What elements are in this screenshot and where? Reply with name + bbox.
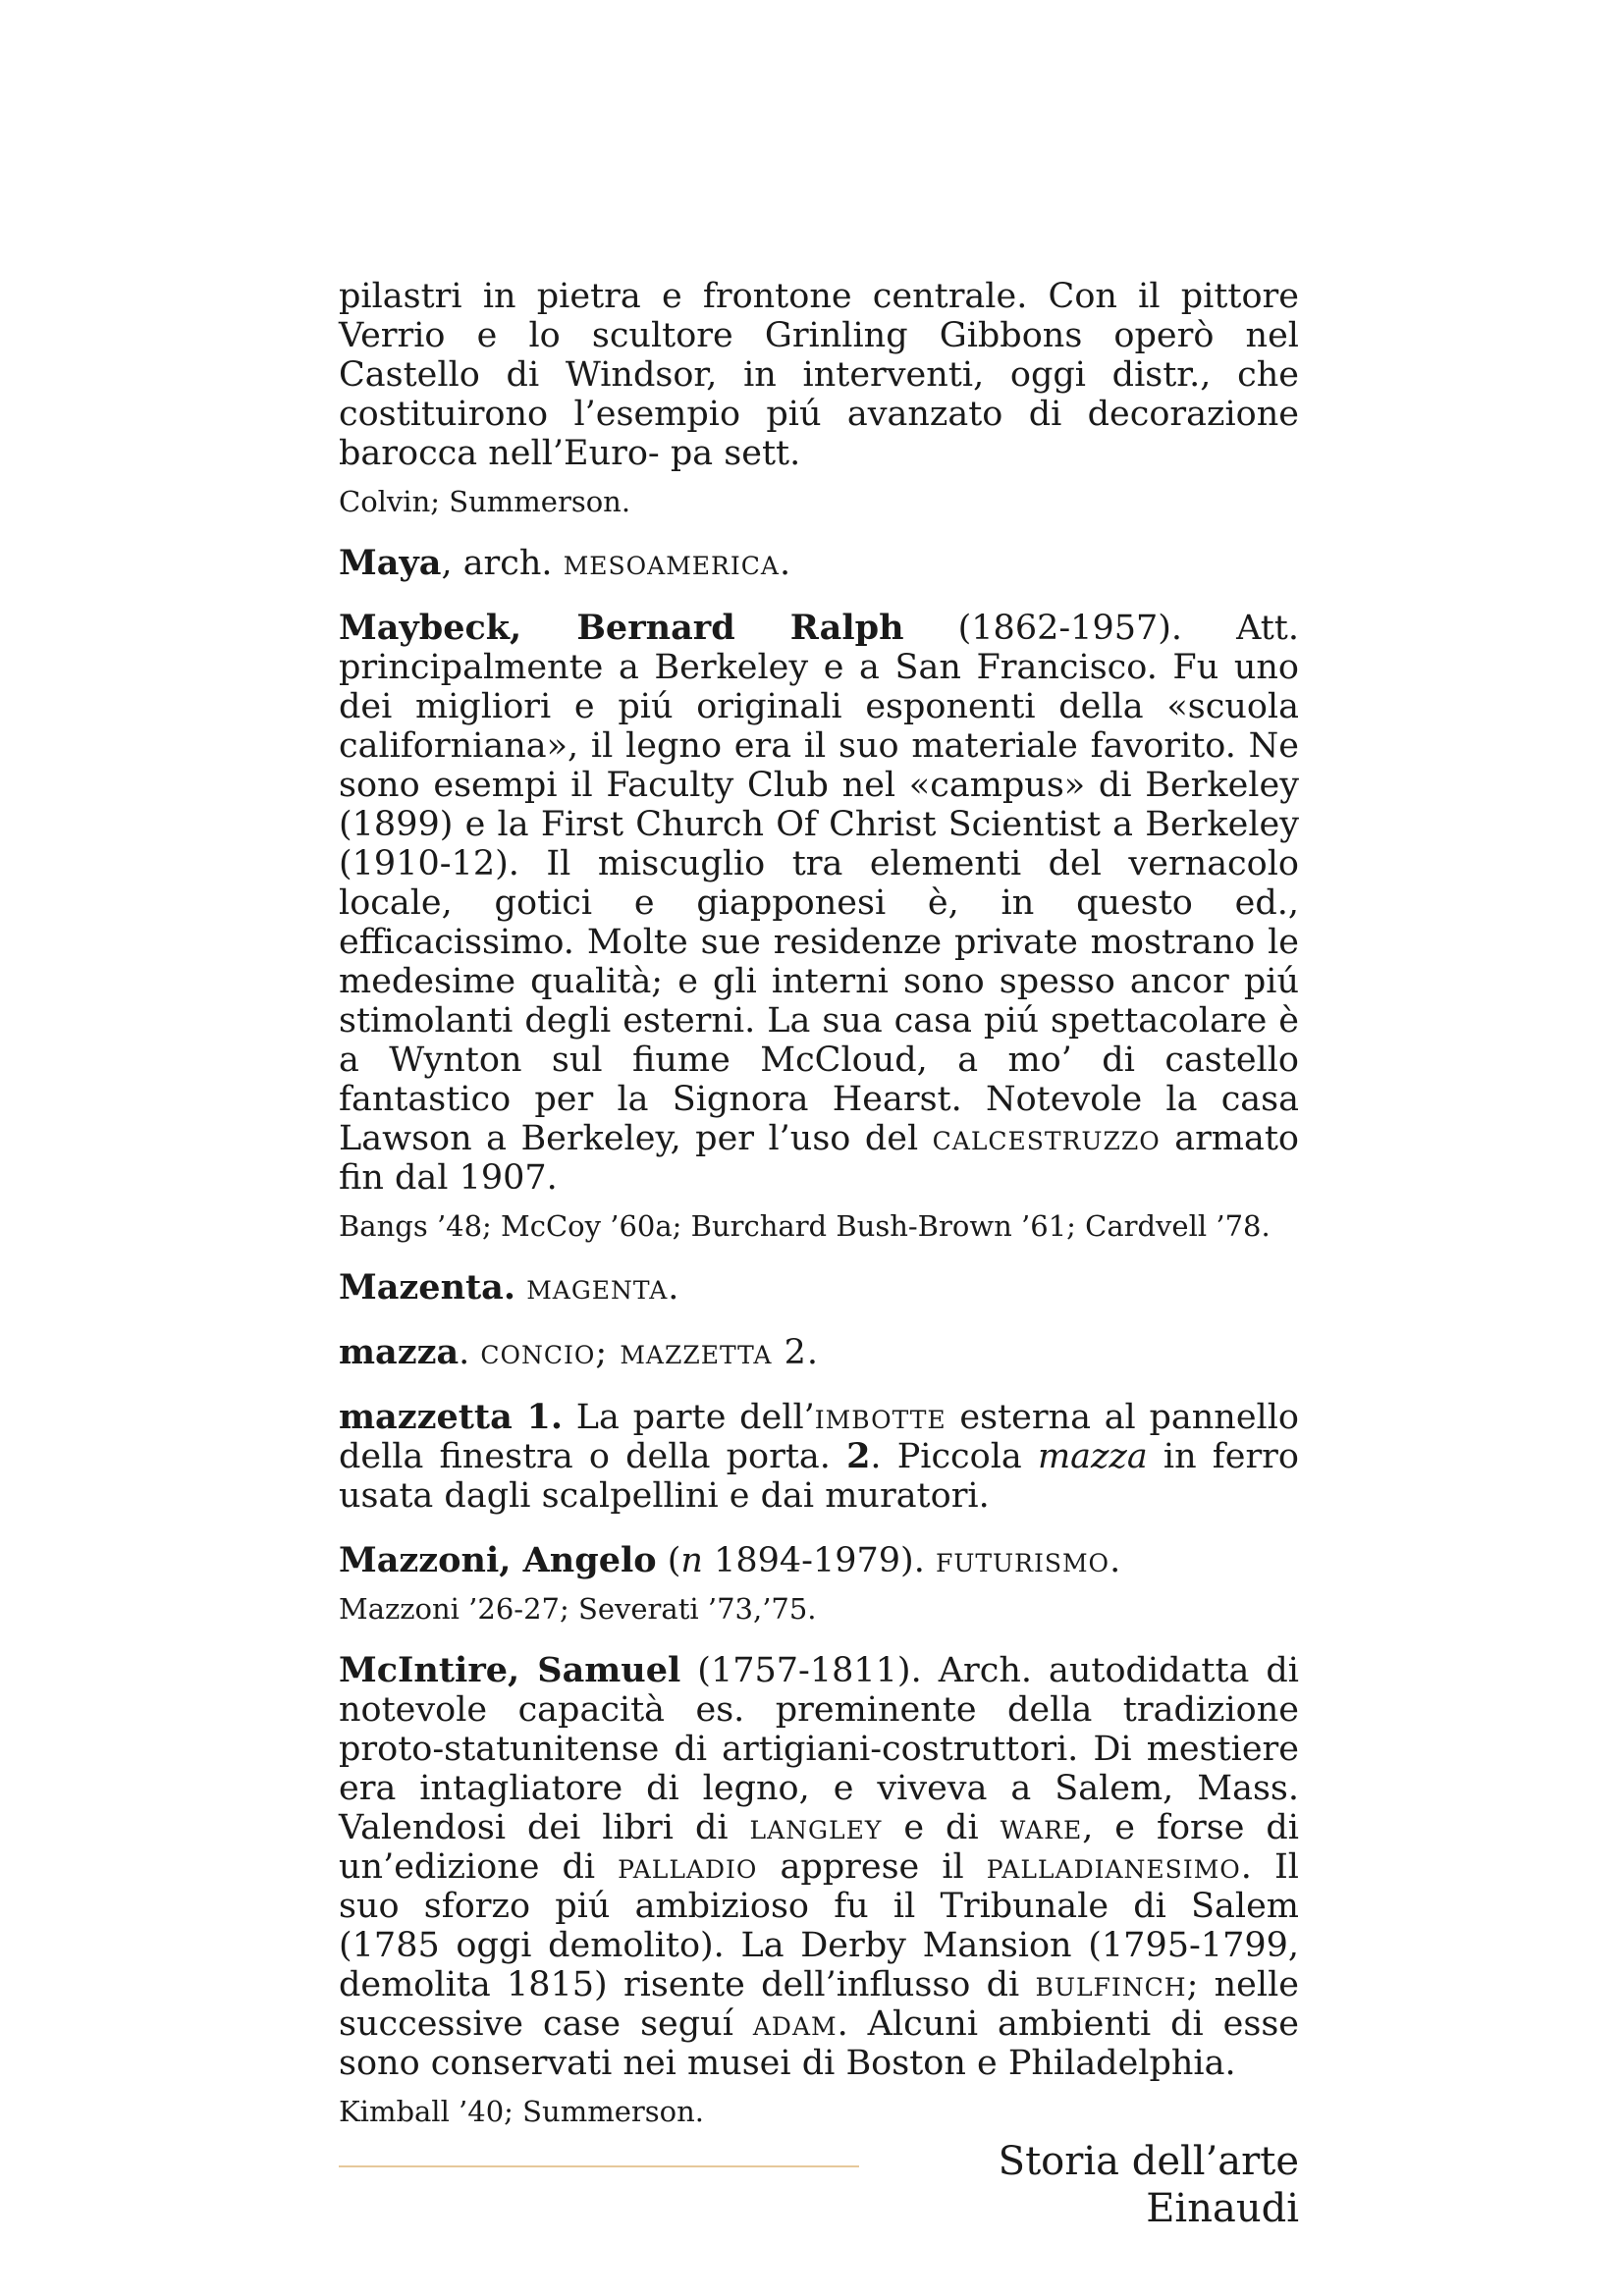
cross-reference: calcestruzzo bbox=[932, 1119, 1161, 1158]
entry-continuation bbox=[339, 277, 1299, 518]
cross-reference: concio; mazzetta 2 bbox=[480, 1333, 807, 1372]
entry-maybeck bbox=[339, 609, 1299, 1243]
footer-title: Storia dell’arte Einaudi bbox=[998, 2139, 1299, 2231]
bibliography: Kimball ’40; Summerson. bbox=[339, 2095, 704, 2128]
entry-headword: Maybeck, Bernard Ralph bbox=[339, 608, 904, 648]
bibliography: Colvin; Summerson. bbox=[339, 485, 631, 518]
entry-text: McIntire, Samuel (1757-1811). Arch. autodidatta di notevole capacità es. preminente della tradizione proto-statunitense di artigiani-costruttori. Di mestiere era intagliatore di legno, e viveva a Salem, Mass. Valendosi dei libri di langley e di ware, e forse di un’edizione di palladio apprese il palladianesimo. Il suo sforzo piú ambizioso fu il Tribunale di Salem (1785 oggi demolito). La Derby Mansion (1795-1799, demolita 1815) risente dell’influsso di bulfinch; nelle successive case seguí adam. Alcuni ambienti di esse sono conservati nei musei di Boston e Philadelphia. bbox=[339, 1650, 1300, 2083]
entry-mazzetta bbox=[339, 1398, 1299, 1516]
entry-mazzoni: Mazzoni, Angelo (n 1894-1979). futurismo. Mazzoni ’26-27; Severati ’73,’75. bbox=[339, 1541, 1299, 1626]
cross-reference: langley bbox=[749, 1808, 883, 1847]
entry-mcintire bbox=[339, 1651, 1299, 2128]
cross-reference: adam bbox=[752, 2004, 838, 2044]
entry-headword: McIntire, Samuel bbox=[339, 1650, 681, 1690]
cross-reference: magenta bbox=[526, 1268, 669, 1308]
bibliography: Mazzoni ’26-27; Severati ’73,’75. bbox=[339, 1592, 817, 1626]
footer-rule bbox=[339, 2165, 859, 2167]
entry-text: pilastri in pietra e frontone centrale. Con il pittore Verrio e lo scultore Grinling Gibbons operò nel Castello di Windsor, in interventi, oggi distr., che costituirono l’esempio piú avanzato di decorazione barocca nell’Euro- pa sett. bbox=[339, 277, 1299, 473]
cross-reference: futurismo bbox=[935, 1541, 1110, 1580]
cross-reference: ware bbox=[1000, 1808, 1083, 1847]
entry-text: Maybeck, Bernard Ralph (1862-1957). Att. principalmente a Berkeley e a San Francisco. Fu uno dei migliori e piú originali esponenti della «scuola californiana», il legno era il suo materiale favorito. Ne sono esempi il Faculty Club nel «campus» di Berkeley (1899) e la First Church Of Christ Scientist a Berkeley (1910-12). Il miscuglio tra elementi del vernacolo locale, gotici e giapponesi è, in questo ed., efficacissimo. Molte sue residenze private mostrano le medesime qualità; e gli interni sono spesso ancor piú stimolanti degli esterni. La sua casa piú spettacolare è a Wynton sul fiume McCloud, a mo’ di castello fantastico per la Signora Hearst. Notevole la casa Lawson a Berkeley, per l’uso del calcestruzzo armato fin dal 1907. bbox=[339, 608, 1299, 1198]
entry-headword: Mazzoni, Angelo bbox=[339, 1540, 657, 1580]
entry-headword: mazza bbox=[339, 1332, 460, 1372]
entry-text: mazzetta 1. La parte dell’imbotte esterna al pannello della finestra o della porta. 2. Piccola mazza in ferro usata dagli scalpellini e dai muratori. bbox=[339, 1397, 1300, 1516]
entry-maya: Maya, arch. mesoamerica. bbox=[339, 543, 791, 583]
cross-reference: mesoamerica bbox=[563, 544, 780, 583]
cross-reference: palladianesimo bbox=[986, 1847, 1241, 1887]
cross-reference: imbotte bbox=[814, 1398, 947, 1437]
entry-headword: Mazenta. bbox=[339, 1267, 516, 1308]
entry-mazza: mazza. concio; mazzetta 2. bbox=[339, 1332, 819, 1372]
cross-reference: bulfinch bbox=[1035, 1965, 1187, 2004]
entry-mazenta: Mazenta. magenta. bbox=[339, 1267, 679, 1308]
entry-headword: Maya bbox=[339, 543, 442, 583]
entry-headword: mazzetta 1. bbox=[339, 1397, 564, 1437]
cross-reference: palladio bbox=[618, 1847, 758, 1887]
page-content bbox=[339, 277, 1299, 2128]
bibliography: Bangs ’48; McCoy ’60a; Burchard Bush-Brown ’61; Cardvell ’78. bbox=[339, 1209, 1271, 1243]
